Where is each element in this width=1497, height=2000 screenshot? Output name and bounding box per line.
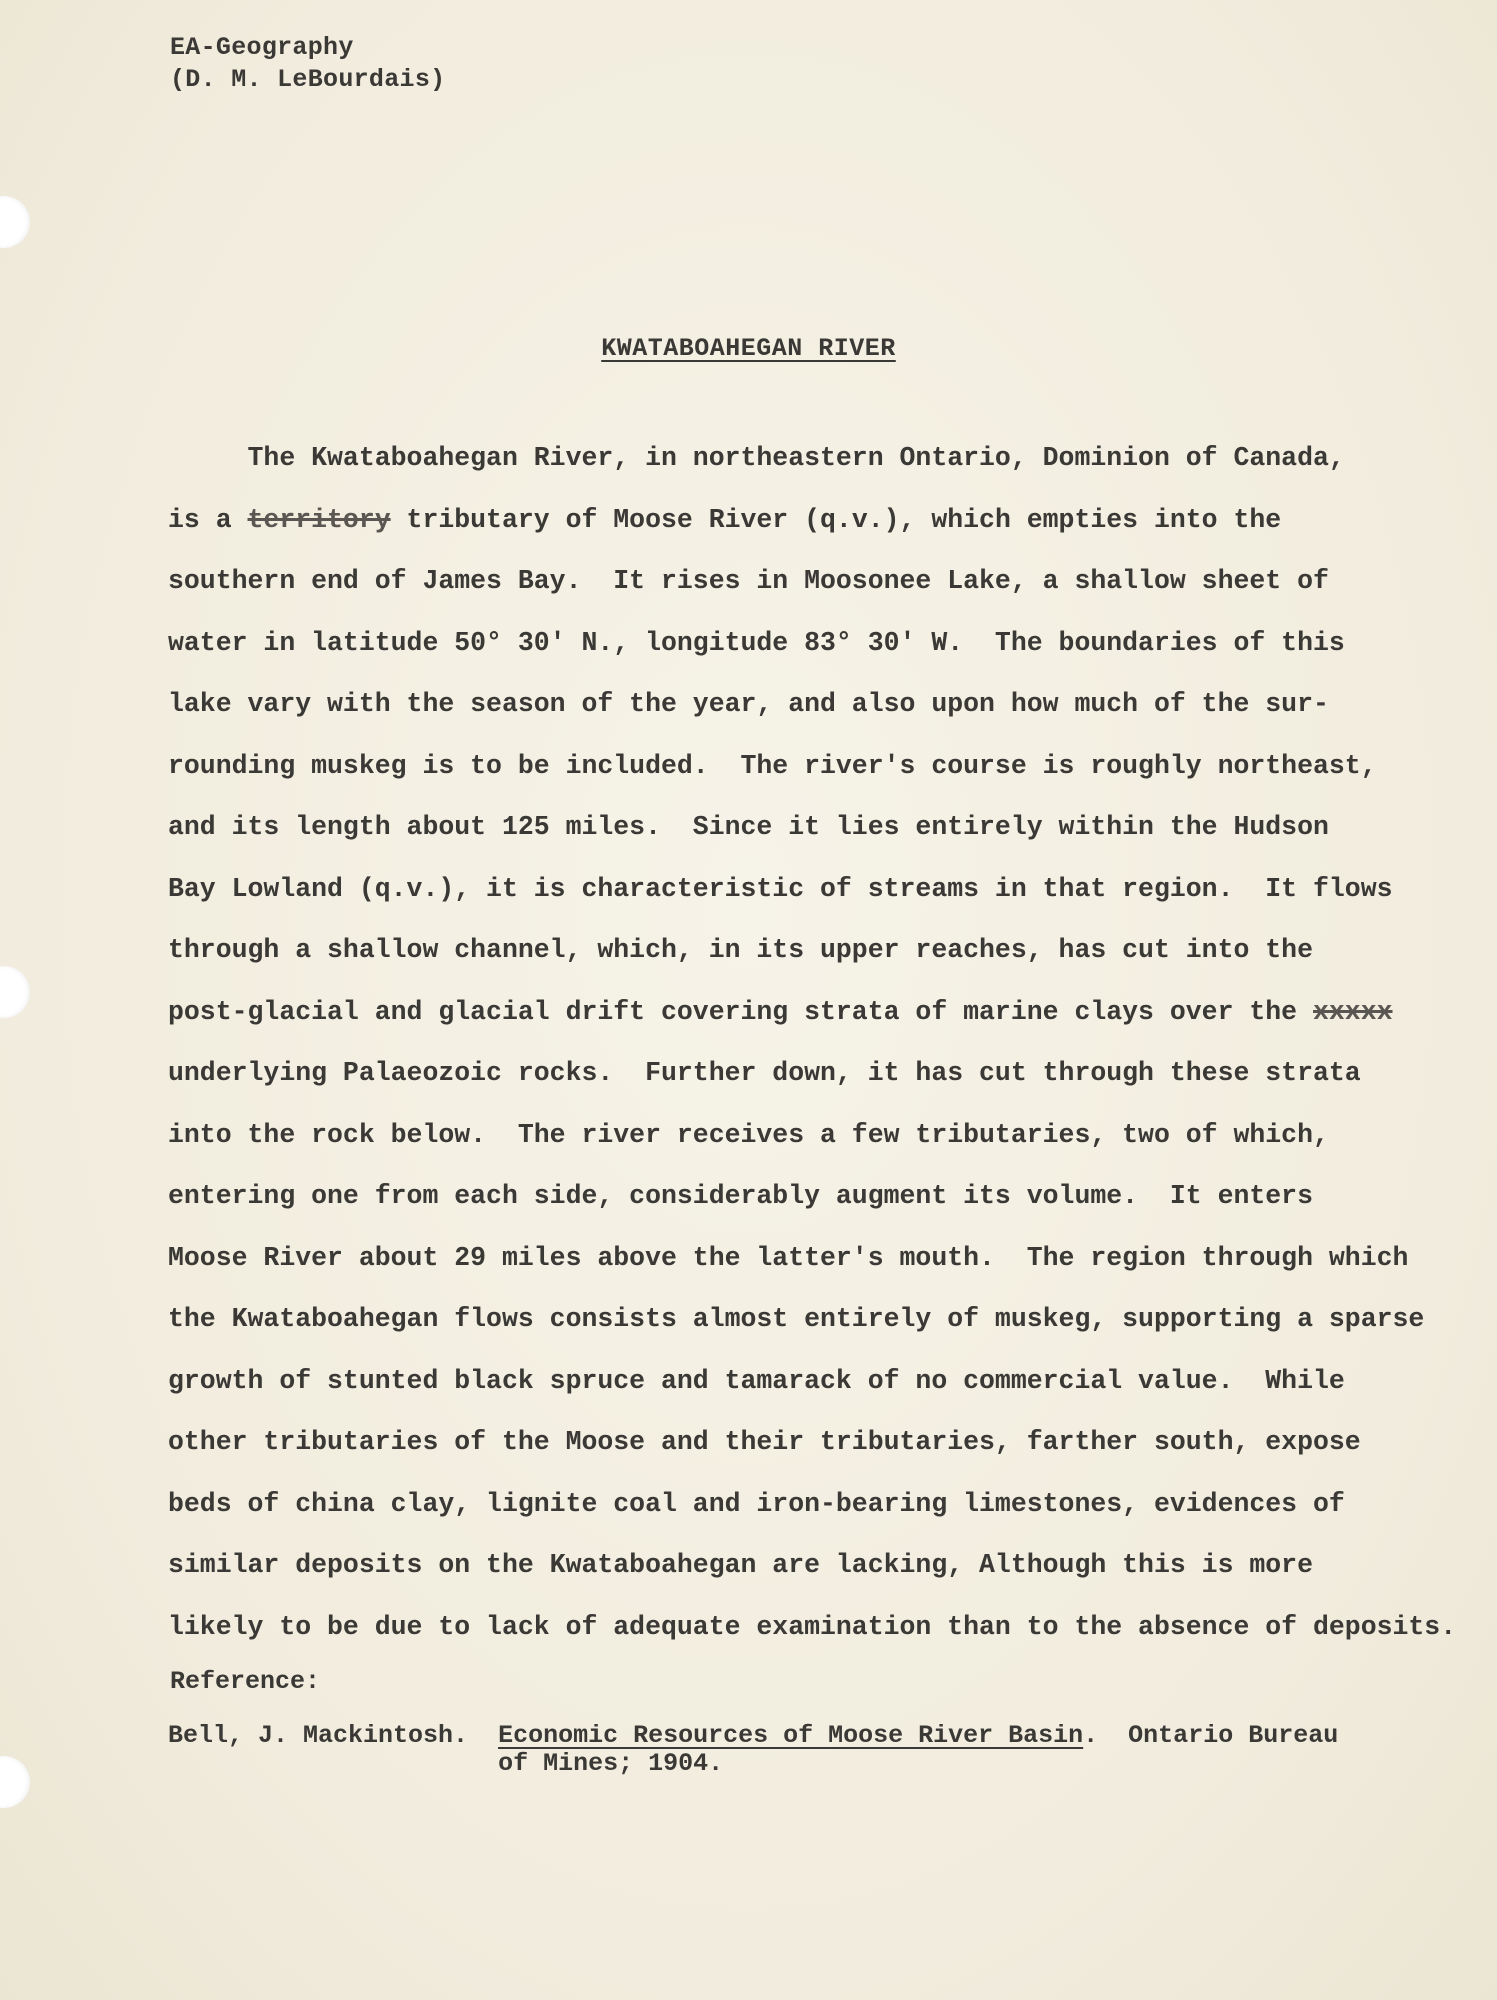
reference-citation (168, 1722, 1338, 1778)
body-line: beds of china clay, lignite coal and iron-bearing limestones, evidences of (168, 1488, 1345, 1519)
citation-line (498, 1722, 1338, 1750)
citation-author: Bell, J. Mackintosh. (168, 1721, 499, 1750)
body-line: entering one from each side, considerably augment its volume. It enters (168, 1181, 1313, 1211)
body-line: likely to be due to lack of adequate examination than to the absence of deposits. (168, 1611, 1457, 1642)
body-line: Moose River about 29 miles above the latter's mouth. The region through which (168, 1242, 1409, 1273)
citation-details (498, 1722, 1338, 1778)
body-line: similar deposits on the Kwataboahegan are lacking, Although this is more (168, 1550, 1313, 1580)
punch-hole-top (0, 196, 30, 248)
punch-hole-middle (0, 966, 30, 1018)
punch-hole-bottom (0, 1756, 30, 1808)
body-line-segment: post-glacial and glacial drift covering strata of marine clays over the (168, 996, 1313, 1027)
body-line: Bay Lowland (q.v.), it is characteristic of streams in that region. It flows (168, 873, 1393, 904)
body-line: lake vary with the season of the year, and also upon how much of the sur- (168, 689, 1329, 719)
body-line: The Kwataboahegan River, in northeastern Ontario, Dominion of Canada, (168, 443, 1345, 473)
body-line-segment: is a (168, 504, 248, 535)
body-line: rounding muskeg is to be included. The river's course is roughly northeast, (168, 750, 1377, 781)
body-line: other tributaries of the Moose and their tributaries, farther south, expose (168, 1427, 1361, 1457)
body-line: and its length about 125 miles. Since it lies entirely within the Hudson (168, 812, 1329, 842)
body-line: southern end of James Bay. It rises in Moosonee Lake, a shallow sheet of (168, 566, 1329, 596)
body-line: growth of stunted black spruce and tamarack of no commercial value. While (168, 1365, 1345, 1396)
struck-out-word: territory (247, 504, 391, 535)
body-line-segment: tributary of Moose River (q.v.), which empties into the (390, 504, 1282, 535)
header-category: EA-Geography (170, 33, 354, 62)
document-header (170, 32, 445, 96)
body-line: through a shallow channel, which, in its upper reaches, has cut into the (168, 935, 1313, 965)
body-paragraph (168, 428, 1457, 1658)
citation-publisher: . Ontario Bureau (1083, 1721, 1339, 1750)
body-line (168, 490, 1428, 552)
body-line: into the rock below. The river receives a few tributaries, two of which, (168, 1119, 1329, 1150)
body-line: water in latitude 50° 30' N., longitude 83° 30' W. The boundaries of this (168, 627, 1345, 658)
citation-line: of Mines; 1904. (498, 1749, 724, 1778)
reference-label: Reference: (170, 1667, 321, 1696)
body-line (168, 982, 1428, 1044)
body-line: underlying Palaeozoic rocks. Further down, it has cut through these strata (168, 1058, 1361, 1088)
document-title: KWATABOAHEGAN RIVER (601, 334, 896, 363)
citation-work-title: Economic Resources of Moose River Basin (498, 1721, 1084, 1750)
body-line: the Kwataboahegan flows consists almost entirely of muskeg, supporting a sparse (168, 1304, 1425, 1334)
struck-out-word: xxxxx (1313, 996, 1393, 1027)
header-author: (D. M. LeBourdais) (170, 65, 446, 94)
